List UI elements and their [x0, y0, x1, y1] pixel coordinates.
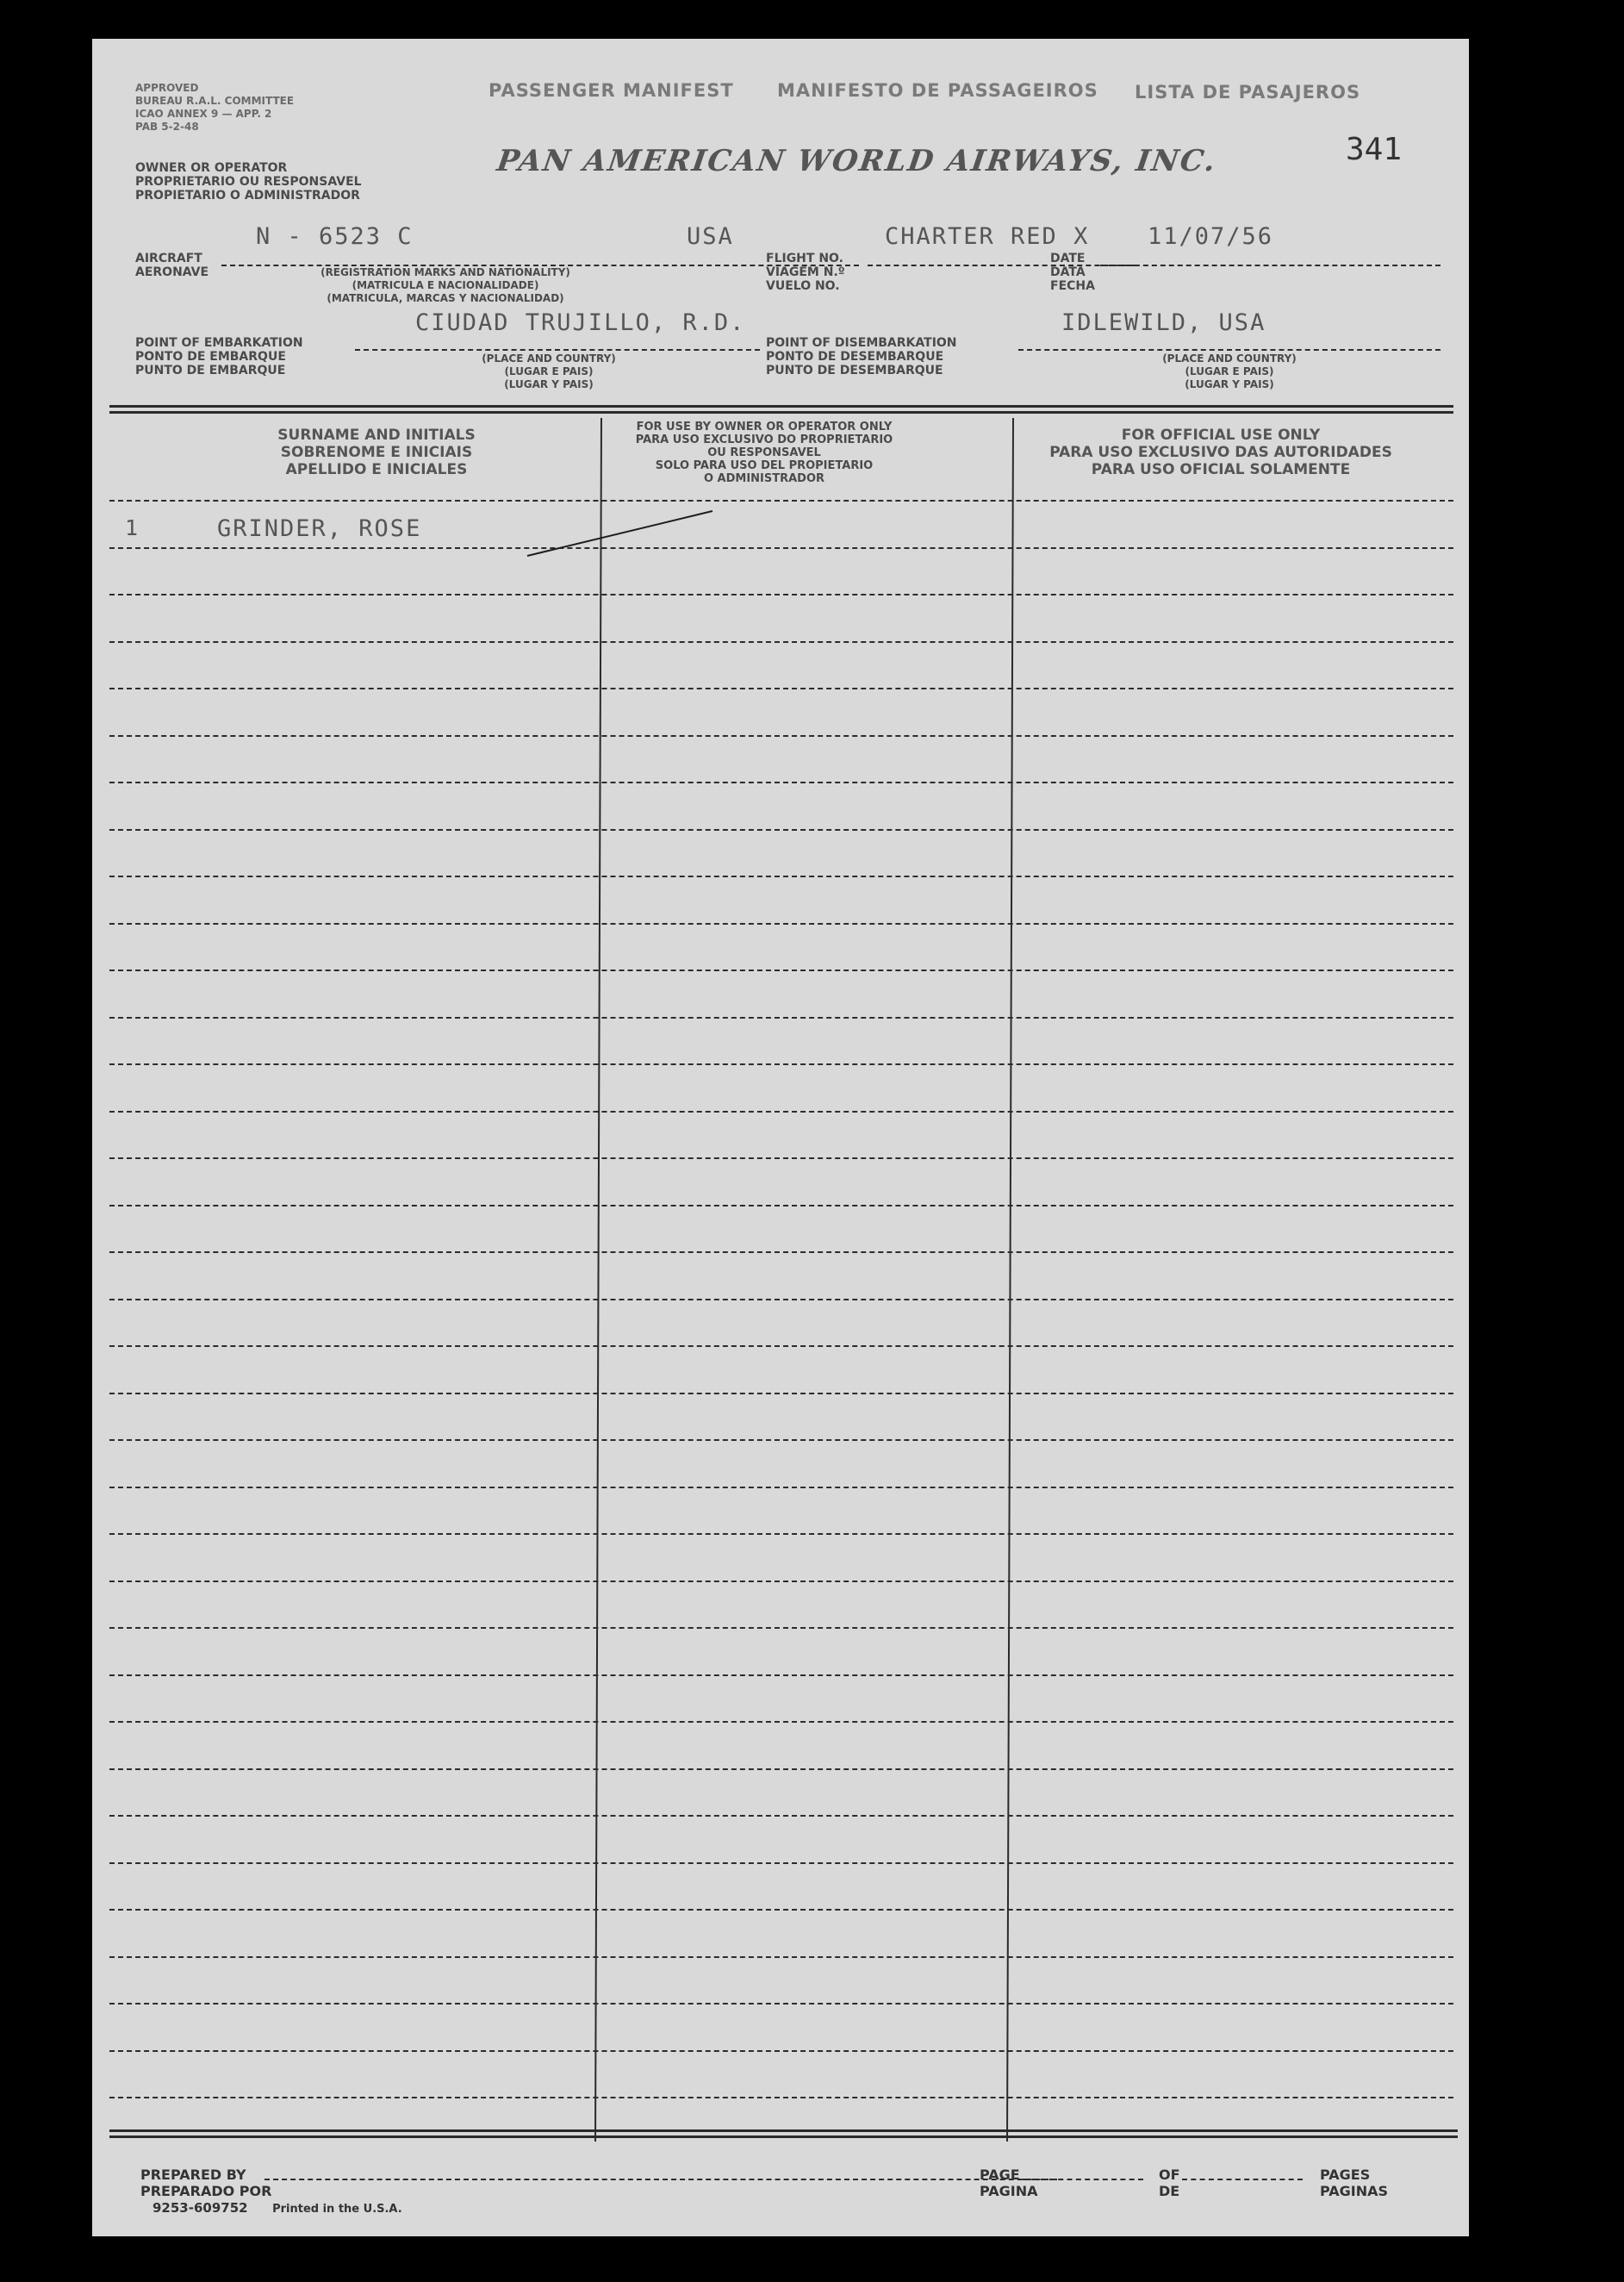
- column-divider: [1006, 418, 1014, 2142]
- row-line: [109, 594, 1453, 595]
- row-line: [109, 1581, 1453, 1582]
- of-label: OF DE: [1159, 2167, 1180, 2199]
- page-label: PAGE PAGINA: [980, 2167, 1038, 2199]
- row-line: [109, 547, 1453, 549]
- aircraft-registration: N - 6523 C: [256, 223, 414, 250]
- row-line: [109, 923, 1453, 925]
- column-divider: [594, 418, 602, 2142]
- row-line: [109, 688, 1453, 689]
- row-line: [109, 1627, 1453, 1629]
- row-line: [109, 1956, 1453, 1958]
- flight-number: CHARTER RED X: [885, 223, 1090, 250]
- header-rule: [109, 411, 1453, 414]
- row-line: [109, 735, 1453, 737]
- row-line: [109, 1111, 1453, 1113]
- form-number: 9253-609752 Printed in the U.S.A.: [152, 2200, 402, 2216]
- registration-hint: (REGISTRATION MARKS AND NATIONALITY) (MATRICULA E NACIONALIDADE) (MATRICULA, MARCAS Y NACIONALIDAD): [320, 266, 570, 304]
- row-line: [109, 1393, 1453, 1394]
- column-header-surname: SURNAME AND INITIALS SOBRENOME E INICIAIS APELLIDO E INICIALES: [277, 427, 476, 478]
- point-of-embarkation: CIUDAD TRUJILLO, R.D.: [415, 309, 746, 336]
- approval-line: APPROVED: [135, 82, 199, 94]
- row-line: [109, 1768, 1453, 1770]
- title-spanish: LISTA DE PASAJEROS: [1135, 82, 1361, 103]
- row-line: [109, 1299, 1453, 1300]
- disembarkation-label: POINT OF DISEMBARKATION PONTO DE DESEMBARQUE PUNTO DE DESEMBARQUE: [766, 336, 957, 377]
- flight-no-label: FLIGHT NO. VIAGEM N.º VUELO NO.: [766, 252, 845, 293]
- row-line: [109, 829, 1453, 831]
- row-line: [109, 1487, 1453, 1488]
- approval-line: ICAO ANNEX 9 — APP. 2: [135, 108, 272, 120]
- passenger-name: GRINDER, ROSE: [217, 515, 422, 542]
- pages-label: PAGES PAGINAS: [1320, 2167, 1389, 2199]
- sheet-number: 341: [1346, 132, 1403, 167]
- row-line: [109, 641, 1453, 643]
- embark-place-hint: (PLACE AND COUNTRY) (LUGAR E PAIS) (LUGAR Y PAIS): [482, 352, 616, 390]
- row-line: [109, 782, 1453, 783]
- row-line: [109, 1815, 1453, 1817]
- row-line: [109, 500, 1453, 502]
- title-portuguese: MANIFESTO DE PASSAGEIROS: [777, 80, 1098, 101]
- approval-block: [135, 82, 394, 134]
- flight-date: 11/07/56: [1148, 223, 1274, 250]
- aircraft-nationality: USA: [687, 223, 734, 250]
- row-line: [109, 1017, 1453, 1019]
- row-line: [109, 1251, 1453, 1253]
- operator-name: PAN AMERICAN WORLD AIRWAYS, INC.: [495, 144, 1219, 178]
- embarkation-label: POINT OF EMBARKATION PONTO DE EMBARQUE PUNTO DE EMBARQUE: [135, 336, 303, 377]
- row-line: [109, 2003, 1453, 2005]
- footer-rule: [109, 2129, 1458, 2132]
- approval-line: BUREAU R.A.L. COMMITTEE: [135, 95, 295, 107]
- point-of-disembarkation: IDLEWILD, USA: [1061, 309, 1266, 336]
- owner-label: OWNER OR OPERATOR PROPRIETARIO OU RESPONSAVEL PROPIETARIO O ADMINISTRADOR: [135, 161, 362, 203]
- row-line: [109, 1157, 1453, 1159]
- row-line: [109, 1909, 1453, 1911]
- row-line: [109, 1205, 1453, 1206]
- row-line: [109, 2097, 1453, 2098]
- row-line: [109, 1345, 1453, 1347]
- manifest-sheet: [92, 39, 1469, 2236]
- prepared-by-label: PREPARED BY PREPARADO POR: [140, 2167, 272, 2199]
- row-line: [109, 876, 1453, 877]
- row-line: [109, 1862, 1453, 1864]
- row-line: [109, 1721, 1453, 1723]
- passenger-number: 1: [125, 515, 140, 540]
- header-rule: [109, 405, 1453, 408]
- pen-stroke: [523, 504, 721, 573]
- row-line: [109, 1533, 1453, 1535]
- disembark-place-hint: (PLACE AND COUNTRY) (LUGAR E PAIS) (LUGAR Y PAIS): [1162, 352, 1297, 390]
- row-line: [109, 2050, 1453, 2052]
- column-header-official-use: FOR OFFICIAL USE ONLY PARA USO EXCLUSIVO DAS AUTORIDADES PARA USO OFICIAL SOLAMENTE: [1049, 427, 1392, 478]
- column-header-owner-use: FOR USE BY OWNER OR OPERATOR ONLY PARA USO EXCLUSIVO DO PROPRIETARIO OU RESPONSAVEL SOLO PARA USO DEL PROPIETARIO O ADMINISTRADOR: [635, 421, 893, 485]
- row-line: [109, 1674, 1453, 1676]
- aircraft-label: AIRCRAFT AERONAVE: [135, 252, 209, 279]
- row-line: [109, 970, 1453, 971]
- approval-line: PAB 5-2-48: [135, 121, 199, 133]
- row-line: [109, 1439, 1453, 1441]
- row-line: [109, 1063, 1453, 1065]
- date-label: DATE DATA FECHA: [1050, 252, 1095, 293]
- footer-rule: [109, 2135, 1458, 2138]
- title-english: PASSENGER MANIFEST: [488, 80, 734, 101]
